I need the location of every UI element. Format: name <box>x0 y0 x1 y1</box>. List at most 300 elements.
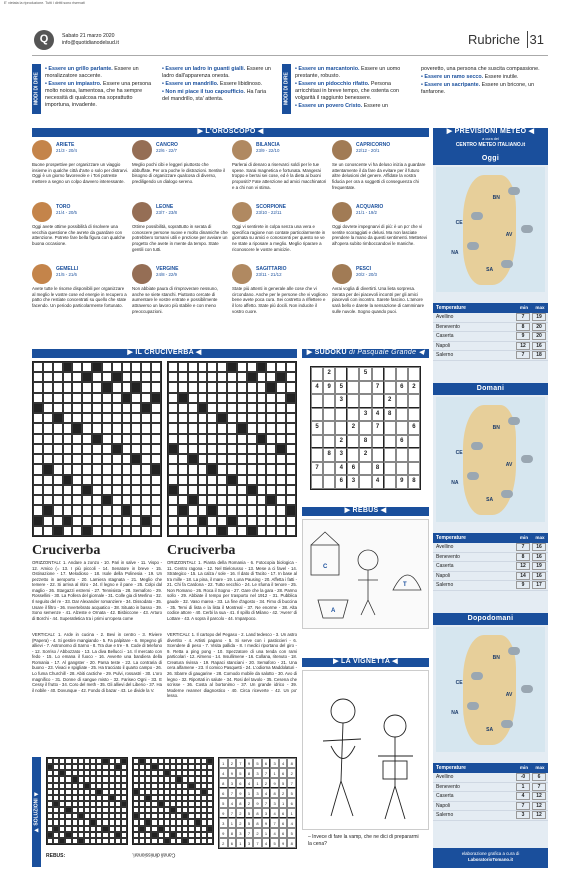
crossword-cell[interactable] <box>141 413 151 423</box>
crossword-cell[interactable] <box>276 454 286 464</box>
crossword-cell[interactable] <box>102 434 112 444</box>
crossword-cell[interactable] <box>198 495 208 505</box>
crossword-cell[interactable] <box>131 485 141 495</box>
crossword-cell[interactable] <box>53 382 63 392</box>
crossword-cell[interactable] <box>102 475 112 485</box>
crossword-cell[interactable] <box>168 454 178 464</box>
sudoku-cell[interactable] <box>372 448 384 462</box>
sudoku-cell[interactable]: 6 <box>335 475 347 489</box>
crossword-cell[interactable] <box>276 485 286 495</box>
crossword-cell[interactable] <box>207 393 217 403</box>
crossword-cell[interactable] <box>122 393 132 403</box>
crossword-cell[interactable] <box>131 464 141 474</box>
crossword-cell[interactable] <box>198 454 208 464</box>
crossword-cell[interactable] <box>207 838 213 844</box>
crossword-cell[interactable] <box>131 495 141 505</box>
crossword-cell[interactable] <box>82 444 92 454</box>
crossword-cell[interactable] <box>82 393 92 403</box>
crossword-cell[interactable] <box>43 362 53 372</box>
crossword-cell[interactable] <box>63 485 73 495</box>
sudoku-cell[interactable] <box>347 448 359 462</box>
crossword-cell[interactable] <box>257 403 267 413</box>
crossword-cell[interactable] <box>237 382 247 392</box>
sudoku-cell[interactable] <box>359 462 371 476</box>
crossword-cell[interactable] <box>112 454 122 464</box>
crossword-cell[interactable] <box>178 444 188 454</box>
crossword-cell[interactable] <box>188 444 198 454</box>
sudoku-cell[interactable]: 5 <box>335 381 347 395</box>
crossword-cell[interactable] <box>121 838 127 844</box>
crossword-cell[interactable] <box>92 423 102 433</box>
crossword-cell[interactable] <box>131 454 141 464</box>
crossword-cell[interactable] <box>151 413 161 423</box>
crossword-cell[interactable] <box>168 485 178 495</box>
crossword-cell[interactable] <box>82 362 92 372</box>
crossword-cell[interactable] <box>102 444 112 454</box>
crossword-cell[interactable] <box>227 362 237 372</box>
crossword-cell[interactable] <box>257 464 267 474</box>
crossword-cell[interactable] <box>112 403 122 413</box>
crossword-cell[interactable] <box>131 382 141 392</box>
sudoku-cell[interactable]: 2 <box>347 421 359 435</box>
crossword-cell[interactable] <box>151 423 161 433</box>
crossword-cell[interactable] <box>217 413 227 423</box>
crossword-cell[interactable] <box>178 423 188 433</box>
sudoku-cell[interactable]: 7 <box>372 381 384 395</box>
crossword-cell[interactable] <box>286 413 296 423</box>
sudoku-cell[interactable]: 4 <box>311 381 323 395</box>
crossword-cell[interactable] <box>43 475 53 485</box>
crossword-cell[interactable] <box>33 454 43 464</box>
crossword-cell[interactable] <box>247 393 257 403</box>
crossword-cell[interactable] <box>92 464 102 474</box>
crossword-cell[interactable] <box>188 526 198 536</box>
crossword-cell[interactable] <box>247 475 257 485</box>
crossword-cell[interactable] <box>92 434 102 444</box>
crossword-cell[interactable] <box>112 393 122 403</box>
crossword-cell[interactable] <box>72 423 82 433</box>
crossword-cell[interactable] <box>276 475 286 485</box>
crossword-cell[interactable] <box>276 526 286 536</box>
crossword-cell[interactable] <box>72 454 82 464</box>
crossword-cell[interactable] <box>227 454 237 464</box>
crossword-cell[interactable] <box>188 413 198 423</box>
crossword-cell[interactable] <box>82 382 92 392</box>
crossword-cell[interactable] <box>198 485 208 495</box>
crossword-cell[interactable] <box>141 444 151 454</box>
crossword-cell[interactable] <box>237 413 247 423</box>
crossword-cell[interactable] <box>178 362 188 372</box>
crossword-cell[interactable] <box>276 382 286 392</box>
crossword-cell[interactable] <box>266 423 276 433</box>
crossword-cell[interactable] <box>168 495 178 505</box>
crossword-cell[interactable] <box>247 403 257 413</box>
crossword-cell[interactable] <box>122 362 132 372</box>
crossword-cell[interactable] <box>188 464 198 474</box>
crossword-cell[interactable] <box>168 434 178 444</box>
crossword-cell[interactable] <box>82 372 92 382</box>
sudoku-cell[interactable]: 8 <box>384 408 396 422</box>
sudoku-cell[interactable]: 6 <box>396 435 408 449</box>
crossword-cell[interactable] <box>257 485 267 495</box>
crossword-cell[interactable] <box>102 362 112 372</box>
crossword-cell[interactable] <box>217 372 227 382</box>
crossword-cell[interactable] <box>43 444 53 454</box>
crossword-cell[interactable] <box>198 526 208 536</box>
crossword-cell[interactable] <box>63 505 73 515</box>
crossword-cell[interactable] <box>266 434 276 444</box>
crossword-cell[interactable] <box>286 475 296 485</box>
crossword-cell[interactable] <box>151 464 161 474</box>
crossword-cell[interactable] <box>237 495 247 505</box>
sudoku-cell[interactable] <box>335 367 347 381</box>
crossword-cell[interactable] <box>63 372 73 382</box>
crossword-cell[interactable] <box>207 372 217 382</box>
crossword-cell[interactable] <box>237 485 247 495</box>
crossword-cell[interactable] <box>82 516 92 526</box>
crossword-cell[interactable] <box>141 495 151 505</box>
sudoku-cell[interactable]: 5 <box>359 367 371 381</box>
crossword-cell[interactable] <box>207 382 217 392</box>
sudoku-cell[interactable]: 2 <box>408 381 420 395</box>
crossword-cell[interactable] <box>188 516 198 526</box>
crossword-cell[interactable] <box>53 423 63 433</box>
crossword-cell[interactable] <box>257 444 267 454</box>
crossword-cell[interactable] <box>257 526 267 536</box>
sudoku-cell[interactable] <box>347 367 359 381</box>
crossword-cell[interactable] <box>257 423 267 433</box>
crossword-cell[interactable] <box>63 464 73 474</box>
crossword-cell[interactable] <box>227 434 237 444</box>
crossword-cell[interactable] <box>168 382 178 392</box>
crossword-cell[interactable] <box>276 413 286 423</box>
crossword-cell[interactable] <box>178 505 188 515</box>
crossword-cell[interactable] <box>227 423 237 433</box>
crossword-cell[interactable] <box>178 526 188 536</box>
crossword-cell[interactable] <box>82 403 92 413</box>
crossword-cell[interactable] <box>53 516 63 526</box>
crossword-cell[interactable] <box>257 505 267 515</box>
crossword-cell[interactable] <box>198 434 208 444</box>
crossword-cell[interactable] <box>286 423 296 433</box>
sudoku-cell[interactable] <box>323 462 335 476</box>
crossword-cell[interactable] <box>72 495 82 505</box>
crossword-cell[interactable] <box>92 372 102 382</box>
crossword-cell[interactable] <box>286 372 296 382</box>
crossword-cell[interactable] <box>266 382 276 392</box>
crossword-cell[interactable] <box>72 516 82 526</box>
crossword-cell[interactable] <box>72 403 82 413</box>
crossword-cell[interactable] <box>43 464 53 474</box>
crossword-cell[interactable] <box>141 454 151 464</box>
crossword-cell[interactable] <box>112 495 122 505</box>
crossword-cell[interactable] <box>207 423 217 433</box>
crossword-cell[interactable] <box>43 505 53 515</box>
crossword-cell[interactable] <box>178 475 188 485</box>
crossword-cell[interactable] <box>72 382 82 392</box>
crossword-cell[interactable] <box>227 403 237 413</box>
crossword-cell[interactable] <box>33 362 43 372</box>
crossword-cell[interactable] <box>266 413 276 423</box>
crossword-cell[interactable] <box>257 382 267 392</box>
crossword-cell[interactable] <box>207 444 217 454</box>
crossword-cell[interactable] <box>276 505 286 515</box>
crossword-cell[interactable] <box>72 372 82 382</box>
crossword-cell[interactable] <box>151 454 161 464</box>
crossword-cell[interactable] <box>43 413 53 423</box>
sudoku-cell[interactable] <box>323 394 335 408</box>
crossword-cell[interactable] <box>188 434 198 444</box>
crossword-cell[interactable] <box>198 362 208 372</box>
crossword-cell[interactable] <box>247 423 257 433</box>
crossword-cell[interactable] <box>102 382 112 392</box>
crossword-cell[interactable] <box>276 362 286 372</box>
crossword-cell[interactable] <box>102 505 112 515</box>
crossword-cell[interactable] <box>53 495 63 505</box>
crossword-cell[interactable] <box>141 372 151 382</box>
crossword-cell[interactable] <box>217 464 227 474</box>
crossword-cell[interactable] <box>72 464 82 474</box>
crossword-cell[interactable] <box>168 403 178 413</box>
crossword-cell[interactable] <box>112 505 122 515</box>
crossword-cell[interactable] <box>247 413 257 423</box>
crossword-cell[interactable] <box>141 516 151 526</box>
crossword-cell[interactable] <box>207 485 217 495</box>
sudoku-cell[interactable] <box>311 435 323 449</box>
crossword-cell[interactable] <box>178 485 188 495</box>
crossword-cell[interactable] <box>82 505 92 515</box>
crossword-cell[interactable] <box>237 444 247 454</box>
crossword-cell[interactable] <box>63 495 73 505</box>
crossword-cell[interactable] <box>178 516 188 526</box>
crossword-cell[interactable] <box>257 516 267 526</box>
crossword-cell[interactable] <box>43 403 53 413</box>
crossword-grid-1[interactable] <box>32 361 162 537</box>
crossword-cell[interactable] <box>198 413 208 423</box>
crossword-cell[interactable] <box>63 413 73 423</box>
crossword-cell[interactable] <box>43 423 53 433</box>
crossword-cell[interactable] <box>63 444 73 454</box>
crossword-cell[interactable] <box>276 464 286 474</box>
crossword-cell[interactable] <box>92 526 102 536</box>
crossword-cell[interactable] <box>227 372 237 382</box>
crossword-cell[interactable] <box>63 516 73 526</box>
crossword-cell[interactable] <box>43 434 53 444</box>
sudoku-cell[interactable]: 9 <box>323 381 335 395</box>
crossword-cell[interactable] <box>247 526 257 536</box>
crossword-cell[interactable] <box>217 485 227 495</box>
sudoku-cell[interactable] <box>347 435 359 449</box>
crossword-cell[interactable] <box>237 423 247 433</box>
sudoku-cell[interactable]: 8 <box>408 475 420 489</box>
crossword-cell[interactable] <box>207 403 217 413</box>
crossword-cell[interactable] <box>217 362 227 372</box>
crossword-cell[interactable] <box>237 526 247 536</box>
crossword-cell[interactable] <box>131 475 141 485</box>
crossword-cell[interactable] <box>286 464 296 474</box>
crossword-cell[interactable] <box>198 393 208 403</box>
crossword-cell[interactable] <box>102 372 112 382</box>
crossword-cell[interactable] <box>286 393 296 403</box>
crossword-cell[interactable] <box>82 495 92 505</box>
crossword-cell[interactable] <box>33 475 43 485</box>
crossword-cell[interactable] <box>112 382 122 392</box>
crossword-cell[interactable] <box>198 372 208 382</box>
crossword-cell[interactable] <box>247 454 257 464</box>
crossword-cell[interactable] <box>247 505 257 515</box>
crossword-cell[interactable] <box>266 495 276 505</box>
crossword-cell[interactable] <box>217 475 227 485</box>
crossword-cell[interactable] <box>247 444 257 454</box>
crossword-cell[interactable] <box>266 505 276 515</box>
sudoku-cell[interactable] <box>384 475 396 489</box>
crossword-cell[interactable] <box>112 362 122 372</box>
crossword-cell[interactable] <box>286 526 296 536</box>
crossword-cell[interactable] <box>276 444 286 454</box>
crossword-cell[interactable] <box>122 454 132 464</box>
sudoku-cell[interactable] <box>384 435 396 449</box>
crossword-cell[interactable] <box>122 444 132 454</box>
crossword-cell[interactable] <box>141 393 151 403</box>
crossword-cell[interactable] <box>257 413 267 423</box>
crossword-cell[interactable] <box>227 495 237 505</box>
crossword-cell[interactable] <box>53 403 63 413</box>
crossword-cell[interactable] <box>227 505 237 515</box>
sudoku-cell[interactable]: 4 <box>372 475 384 489</box>
crossword-cell[interactable] <box>53 526 63 536</box>
sudoku-cell[interactable]: 6 <box>347 462 359 476</box>
crossword-cell[interactable] <box>131 526 141 536</box>
crossword-cell[interactable] <box>237 475 247 485</box>
crossword-cell[interactable] <box>63 382 73 392</box>
crossword-cell[interactable] <box>247 382 257 392</box>
crossword-cell[interactable] <box>247 495 257 505</box>
crossword-cell[interactable] <box>92 382 102 392</box>
crossword-cell[interactable] <box>53 393 63 403</box>
crossword-cell[interactable] <box>247 464 257 474</box>
crossword-cell[interactable] <box>188 382 198 392</box>
sudoku-cell[interactable] <box>372 367 384 381</box>
crossword-cell[interactable] <box>188 393 198 403</box>
crossword-cell[interactable] <box>151 475 161 485</box>
crossword-cell[interactable] <box>168 362 178 372</box>
crossword-cell[interactable] <box>168 393 178 403</box>
crossword-cell[interactable] <box>92 362 102 372</box>
crossword-cell[interactable] <box>141 403 151 413</box>
sudoku-cell[interactable]: 8 <box>323 448 335 462</box>
sudoku-cell[interactable]: 3 <box>335 394 347 408</box>
crossword-cell[interactable] <box>217 393 227 403</box>
crossword-cell[interactable] <box>207 475 217 485</box>
crossword-cell[interactable] <box>33 464 43 474</box>
crossword-cell[interactable] <box>33 393 43 403</box>
crossword-cell[interactable] <box>151 434 161 444</box>
crossword-cell[interactable] <box>72 444 82 454</box>
crossword-cell[interactable] <box>207 505 217 515</box>
crossword-cell[interactable] <box>122 413 132 423</box>
crossword-cell[interactable] <box>82 485 92 495</box>
crossword-cell[interactable] <box>217 495 227 505</box>
sudoku-cell[interactable] <box>359 475 371 489</box>
crossword-cell[interactable] <box>33 382 43 392</box>
sudoku-cell[interactable]: 8 <box>372 462 384 476</box>
crossword-cell[interactable] <box>33 372 43 382</box>
crossword-cell[interactable] <box>207 526 217 536</box>
crossword-cell[interactable] <box>53 464 63 474</box>
crossword-cell[interactable] <box>217 382 227 392</box>
crossword-cell[interactable] <box>286 362 296 372</box>
crossword-cell[interactable] <box>286 403 296 413</box>
crossword-cell[interactable] <box>141 485 151 495</box>
crossword-cell[interactable] <box>266 485 276 495</box>
crossword-cell[interactable] <box>131 403 141 413</box>
crossword-cell[interactable] <box>112 423 122 433</box>
crossword-cell[interactable] <box>131 505 141 515</box>
crossword-cell[interactable] <box>247 372 257 382</box>
crossword-cell[interactable] <box>33 403 43 413</box>
sudoku-cell[interactable]: 3 <box>359 408 371 422</box>
crossword-cell[interactable] <box>217 526 227 536</box>
sudoku-cell[interactable] <box>396 367 408 381</box>
crossword-cell[interactable] <box>178 403 188 413</box>
crossword-cell[interactable] <box>198 475 208 485</box>
crossword-cell[interactable] <box>168 526 178 536</box>
sudoku-cell[interactable]: 2 <box>359 448 371 462</box>
sudoku-cell[interactable]: 3 <box>347 475 359 489</box>
crossword-grid-2[interactable] <box>167 361 297 537</box>
sudoku-cell[interactable]: 8 <box>359 435 371 449</box>
crossword-cell[interactable] <box>33 434 43 444</box>
crossword-cell[interactable] <box>266 372 276 382</box>
crossword-cell[interactable] <box>33 495 43 505</box>
crossword-cell[interactable] <box>247 516 257 526</box>
sudoku-cell[interactable] <box>347 394 359 408</box>
crossword-cell[interactable] <box>286 444 296 454</box>
crossword-cell[interactable] <box>207 362 217 372</box>
contact-email[interactable]: info@quotidianodelsud.it <box>62 40 119 46</box>
crossword-cell[interactable] <box>217 454 227 464</box>
crossword-cell[interactable] <box>207 516 217 526</box>
crossword-cell[interactable] <box>198 382 208 392</box>
sudoku-cell[interactable] <box>311 448 323 462</box>
crossword-cell[interactable] <box>72 475 82 485</box>
crossword-cell[interactable] <box>141 475 151 485</box>
crossword-cell[interactable] <box>198 423 208 433</box>
crossword-cell[interactable] <box>122 475 132 485</box>
crossword-cell[interactable] <box>112 464 122 474</box>
crossword-cell[interactable] <box>131 362 141 372</box>
crossword-cell[interactable] <box>178 454 188 464</box>
crossword-cell[interactable] <box>53 413 63 423</box>
crossword-cell[interactable] <box>43 485 53 495</box>
crossword-cell[interactable] <box>276 434 286 444</box>
crossword-cell[interactable] <box>141 526 151 536</box>
crossword-cell[interactable] <box>43 526 53 536</box>
crossword-cell[interactable] <box>168 516 178 526</box>
crossword-cell[interactable] <box>237 454 247 464</box>
crossword-cell[interactable] <box>102 516 112 526</box>
sudoku-cell[interactable] <box>359 394 371 408</box>
crossword-cell[interactable] <box>112 434 122 444</box>
crossword-cell[interactable] <box>43 516 53 526</box>
crossword-cell[interactable] <box>188 485 198 495</box>
sudoku-cell[interactable] <box>372 394 384 408</box>
crossword-cell[interactable] <box>43 454 53 464</box>
crossword-cell[interactable] <box>266 444 276 454</box>
crossword-cell[interactable] <box>72 393 82 403</box>
sudoku-cell[interactable]: 6 <box>396 381 408 395</box>
crossword-cell[interactable] <box>131 516 141 526</box>
